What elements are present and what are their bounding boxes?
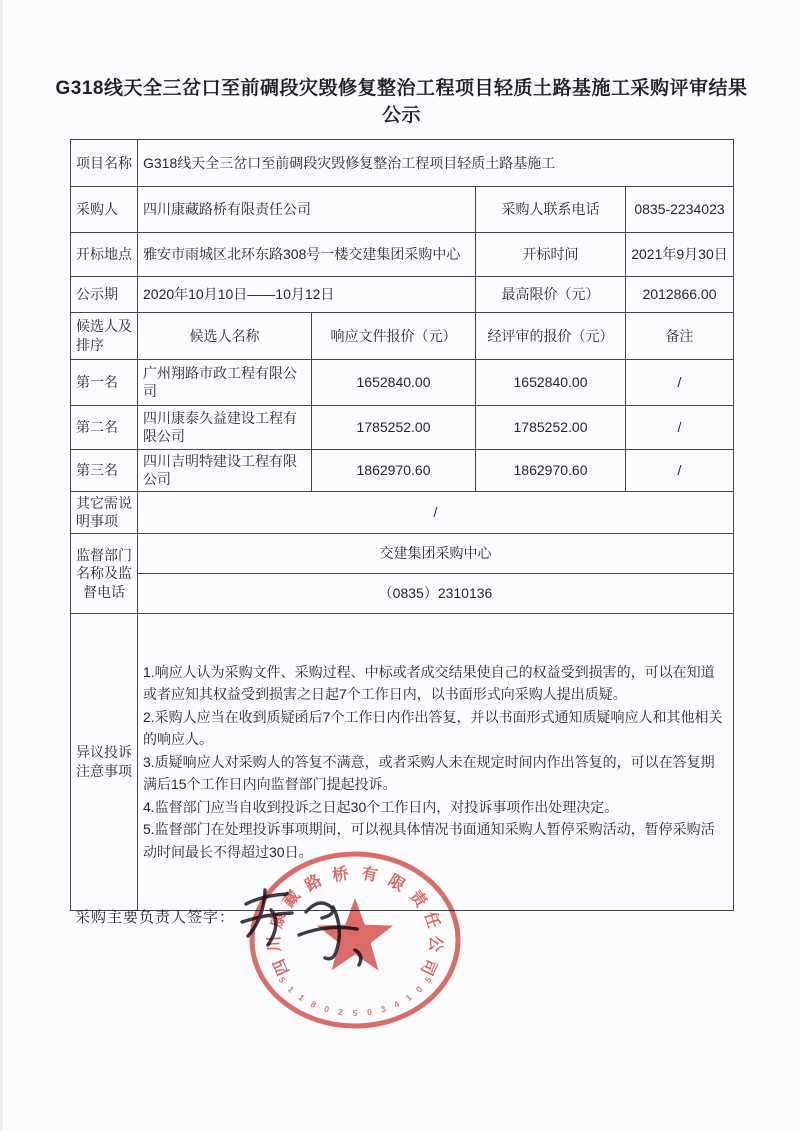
supervision-department: 交建集团采购中心 — [138, 533, 734, 573]
svg-text:0: 0 — [413, 984, 425, 995]
row-other-notes — [71, 491, 734, 533]
doc-price-header: 响应文件报价（元） — [312, 312, 476, 359]
objection-item: 5.监督部门在处理投诉事项期间，可以视具体情况书面通知采购人暂停采购活动，暂停采购活动时间最长不得超过30日。 — [143, 821, 715, 860]
rank-header: 候选人及排序 — [71, 312, 138, 359]
candidate-name: 四川康泰久益建设工程有限公司 — [138, 405, 312, 449]
candidate-row — [71, 359, 734, 405]
svg-text:康: 康 — [268, 910, 290, 931]
svg-text:0: 0 — [322, 1003, 331, 1015]
max-price-value: 2012866.00 — [626, 276, 734, 312]
row-publicity-period — [71, 276, 734, 312]
svg-text:任: 任 — [420, 910, 442, 931]
candidate-rank: 第一名 — [71, 359, 138, 405]
evaluated-price-header: 经评审的报价（元） — [476, 312, 626, 359]
project-name-value: G318线天全三岔口至前碉段灾毁修复整治工程项目轻质土路基施工 — [138, 139, 734, 186]
candidate-name: 广州翔路市政工程有限公司 — [138, 359, 312, 405]
candidate-rank: 第二名 — [71, 405, 138, 449]
bid-opening-time-value: 2021年9月30日 — [626, 232, 734, 276]
svg-text:川: 川 — [266, 935, 285, 953]
candidate-name: 四川吉明特建设工程有限公司 — [138, 449, 312, 491]
candidate-rank: 第三名 — [71, 449, 138, 491]
svg-text:1: 1 — [296, 992, 307, 1003]
svg-text:限: 限 — [385, 872, 408, 895]
objection-item: 3.质疑响应人对采购人的答复不满意，或者采购人未在规定时间内作出答复的，可以在答复期满后15个工作日内向监督部门提起投诉。 — [143, 753, 715, 793]
svg-text:路: 路 — [302, 872, 325, 895]
objection-item: 1.响应人认为采购文件、采购过程、中标或者成交结果使自己的权益受到损害的，可以在知道或者应知其权益受到损害之日起7个工作日内，以书面形式向采购人提出质疑。 — [143, 663, 715, 703]
seal-star-icon — [317, 898, 393, 970]
max-price-label: 最高限价（元） — [476, 276, 626, 312]
candidate-remark: / — [626, 449, 734, 491]
objection-item: 2.采购人应当在收到质疑函后7个工作日内作出答复，并以书面形式通知质疑响应人和其他相关的响应人。 — [143, 708, 723, 748]
candidates-header-row — [71, 312, 734, 359]
svg-text:桥: 桥 — [331, 865, 351, 885]
candidate-remark: / — [626, 359, 734, 405]
other-notes-label: 其它需说明事项 — [71, 491, 138, 533]
svg-text:公: 公 — [425, 935, 444, 953]
svg-text:1: 1 — [403, 992, 414, 1003]
bid-opening-place-label: 开标地点 — [71, 232, 138, 276]
candidate-evaluated-price: 1785252.00 — [476, 405, 626, 449]
svg-text:司: 司 — [417, 956, 440, 978]
svg-text:5: 5 — [422, 975, 434, 985]
candidate-remark: / — [626, 405, 734, 449]
row-bid-opening — [71, 232, 734, 276]
svg-text:5: 5 — [352, 1008, 358, 1018]
supervision-phone: （0835）2310136 — [138, 573, 734, 613]
candidate-doc-price: 1652840.00 — [312, 359, 476, 405]
remark-header: 备注 — [626, 312, 734, 359]
purchaser-label: 采购人 — [71, 186, 138, 232]
svg-text:责: 责 — [406, 887, 430, 911]
bid-opening-time-label: 开标时间 — [476, 232, 626, 276]
candidate-evaluated-price: 1652840.00 — [476, 359, 626, 405]
svg-text:0: 0 — [366, 1006, 373, 1018]
candidate-row — [71, 405, 734, 449]
objection-item: 4.监督部门应当自收到投诉之日起30个工作日内，对投诉事项作出处理决定。 — [143, 798, 619, 815]
signature-line-label: 采购主要负责人签字： — [75, 909, 236, 926]
svg-text:有: 有 — [359, 865, 379, 885]
svg-text:2: 2 — [337, 1006, 344, 1018]
candidate-row — [71, 449, 734, 491]
supervision-label: 监督部门名称及监督电话 — [71, 533, 138, 613]
purchaser-phone-value: 0835-2234023 — [626, 186, 734, 232]
company-seal — [243, 848, 467, 1032]
objection-label: 异议投诉注意事项 — [71, 613, 138, 910]
publicity-period-label: 公示期 — [71, 276, 138, 312]
svg-text:8: 8 — [309, 998, 318, 1010]
purchaser-value: 四川康藏路桥有限责任公司 — [138, 186, 476, 232]
name-header: 候选人名称 — [138, 312, 312, 359]
row-supervision-phone — [71, 573, 734, 613]
other-notes-value: / — [138, 491, 734, 533]
purchaser-phone-label: 采购人联系电话 — [476, 186, 626, 232]
svg-text:1: 1 — [285, 984, 297, 995]
svg-text:四: 四 — [270, 956, 293, 978]
svg-text:5: 5 — [276, 975, 288, 985]
row-purchaser — [71, 186, 734, 232]
candidate-doc-price: 1862970.60 — [312, 449, 476, 491]
page-title: G318线天全三岔口至前碉段灾毁修复整治工程项目轻质土路基施工采购评审结果公示 — [55, 78, 748, 126]
svg-text:藏: 藏 — [280, 887, 304, 911]
candidate-evaluated-price: 1862970.60 — [476, 449, 626, 491]
project-name-label: 项目名称 — [71, 139, 138, 186]
svg-text:3: 3 — [379, 1003, 388, 1015]
publicity-period-value: 2020年10月10日——10月12日 — [138, 276, 476, 312]
result-table — [70, 139, 734, 911]
svg-text:4: 4 — [392, 998, 401, 1010]
candidate-doc-price: 1785252.00 — [312, 405, 476, 449]
row-project-name — [71, 139, 734, 186]
bid-opening-place-value: 雅安市雨城区北环东路308号一楼交建集团采购中心 — [138, 232, 476, 276]
row-supervision-department — [71, 533, 734, 573]
